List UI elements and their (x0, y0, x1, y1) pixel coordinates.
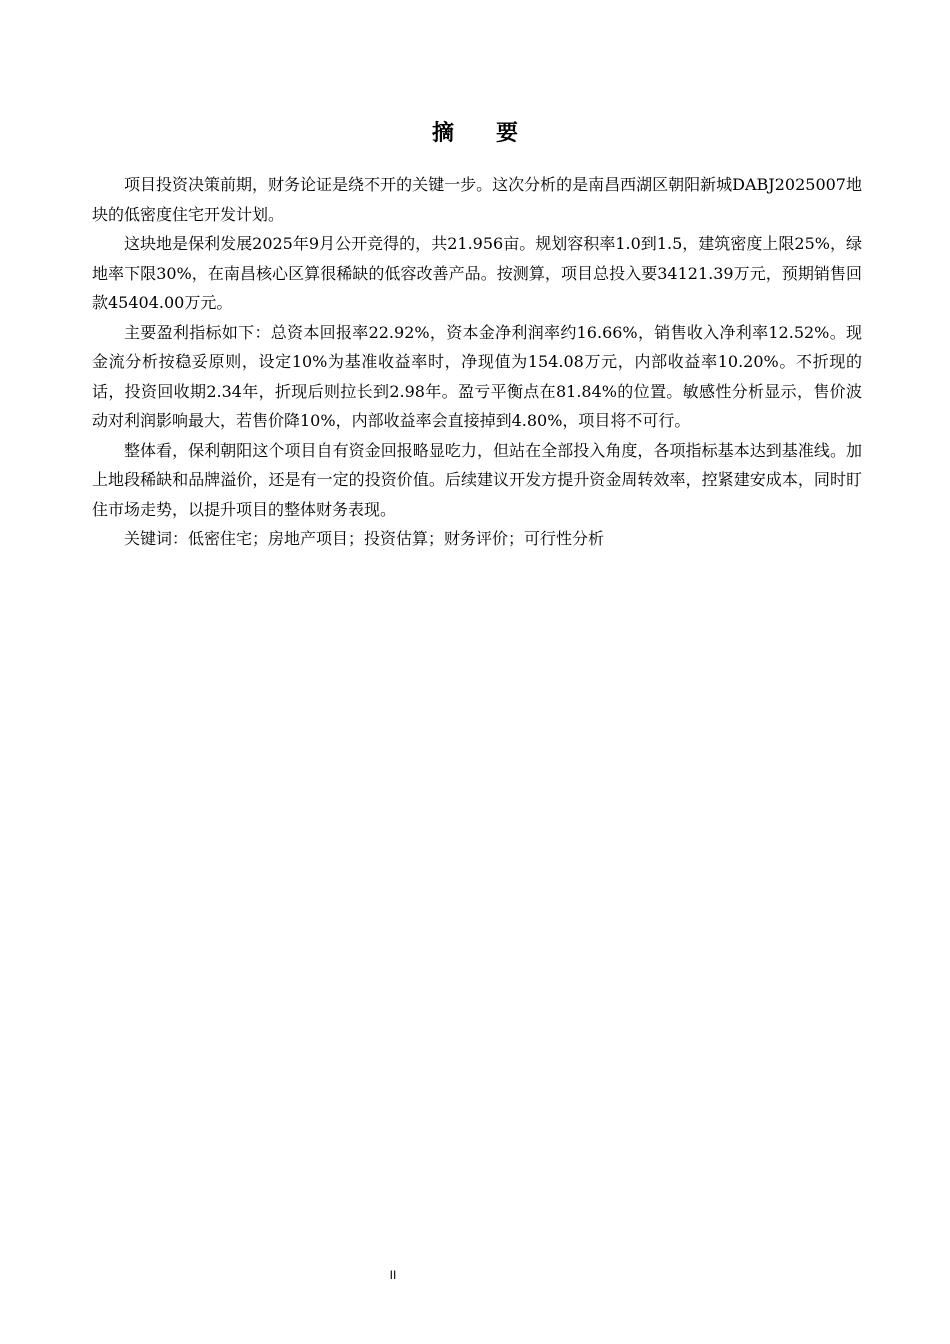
page-number: II (389, 1268, 397, 1282)
abstract-paragraph-2: 这块地是保利发展2025年9月公开竞得的，共21.956亩。规划容积率1.0到1.5，建筑密度上限25%，绿地率下限30%，在南昌核心区算很稀缺的低容改善产品。按测算，项目总投入要34121.39万元，预期销售回款45404.00万元。 (92, 234, 862, 312)
abstract-title-char-2: 要 (496, 121, 519, 146)
abstract-paragraph-1: 项目投资决策前期，财务论证是绕不开的关键一步。这次分析的是南昌西湖区朝阳新城DABJ2025007地块的低密度住宅开发计划。 (92, 175, 862, 224)
keywords-line: 关键词：低密住宅；房地产项目；投资估算；财务评价；可行性分析 (124, 529, 605, 548)
abstract-title-char-1: 摘 (431, 121, 454, 146)
abstract-title (0, 116, 950, 147)
abstract-paragraph-3: 主要盈利指标如下：总资本回报率22.92%，资本金净利润率约16.66%，销售收入净利率12.52%。现金流分析按稳妥原则，设定10%为基准收益率时，净现值为154.08万元，内部收益率10.20%。不折现的话，投资回收期2.34年，折现后则拉长到2.98年。盈亏平衡点在81.84%的位置。敏感性分析显示，售价波动对利润影响最大，若售价降10%，内部收益率会直接掉到4.80%，项目将不可行。 (92, 322, 862, 430)
abstract-paragraph-4: 整体看，保利朝阳这个项目自有资金回报略显吃力，但站在全部投入角度，各项指标基本达到基准线。加上地段稀缺和品牌溢价，还是有一定的投资价值。后续建议开发方提升资金周转效率，控紧建安成本，同时盯住市场走势，以提升项目的整体财务表现。 (92, 440, 862, 519)
abstract-body (92, 170, 862, 554)
